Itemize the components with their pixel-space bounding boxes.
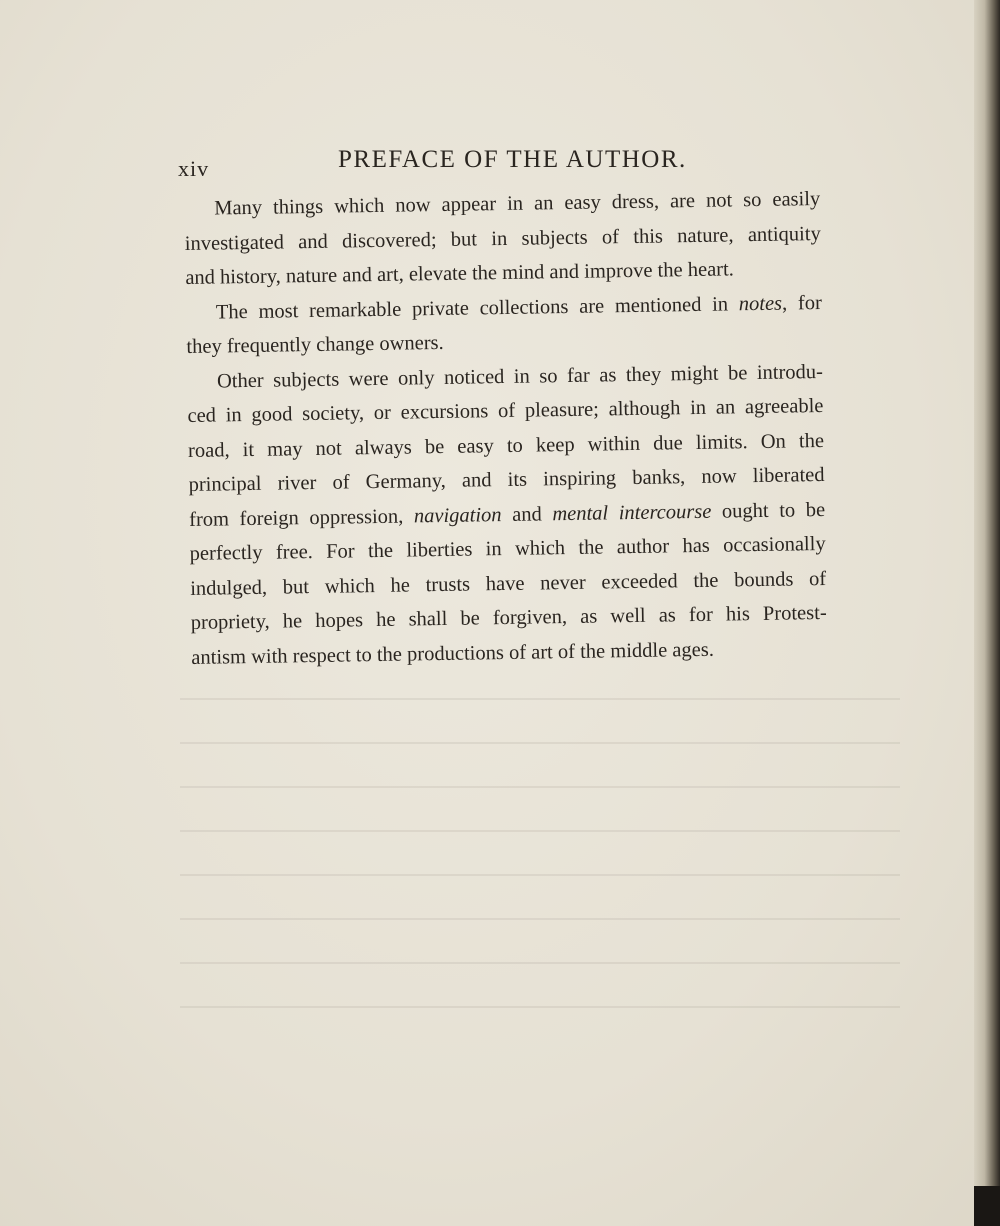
running-head: PREFACE OF THE AUTHOR. bbox=[338, 146, 687, 173]
page-corner-shadow bbox=[974, 1186, 1000, 1226]
text-segment: , for bbox=[781, 291, 823, 315]
paragraph-1 bbox=[184, 182, 822, 295]
text-segment: The most remarkable private collections are mentioned in bbox=[215, 292, 729, 324]
paragraph-2 bbox=[186, 285, 823, 364]
italic-term: mental intercourse bbox=[552, 500, 712, 525]
body-text bbox=[184, 182, 828, 675]
paragraph-3 bbox=[187, 354, 828, 674]
text-line: principal river of Germany, and its inspiring banks, now liberated bbox=[188, 463, 825, 496]
text-line: antism with respect to the productions of art of the middle ages. bbox=[191, 638, 715, 669]
text-line: road, it may not always be easy to keep within due limits. On the bbox=[187, 429, 825, 462]
italic-term: navigation bbox=[413, 503, 502, 527]
text-line: they frequently change owners. bbox=[186, 331, 444, 358]
italic-term: notes bbox=[738, 292, 783, 315]
text-line: investigated and discovered; but in subjects of this nature, antiquity bbox=[184, 222, 821, 255]
text-segment: from foreign oppression, bbox=[188, 505, 404, 531]
text-line: ced in good society, or excursions of pleasure; although in an agreeable bbox=[187, 394, 824, 427]
page-edge-shadow bbox=[974, 0, 1000, 1226]
text-segment: and bbox=[511, 502, 542, 526]
page-number: xiv bbox=[178, 156, 210, 181]
text-line: indulged, but which he trusts have never exceeded the bounds of bbox=[190, 567, 827, 600]
text-segment: ought to be bbox=[721, 498, 826, 523]
text-line: and history, nature and art, elevate the mind and improve the heart. bbox=[185, 258, 735, 289]
text-line: propriety, he hopes he shall be forgiven, as well as for his Protest- bbox=[190, 601, 827, 634]
text-line: Many things which now appear in an easy dress, are not so easily bbox=[214, 188, 821, 220]
page-header bbox=[178, 146, 738, 186]
show-through-text bbox=[180, 660, 900, 1020]
text-line: Other subjects were only noticed in so far as they might be introdu- bbox=[216, 360, 824, 393]
text-line: perfectly free. For the liberties in which the author has occasionally bbox=[189, 532, 826, 565]
